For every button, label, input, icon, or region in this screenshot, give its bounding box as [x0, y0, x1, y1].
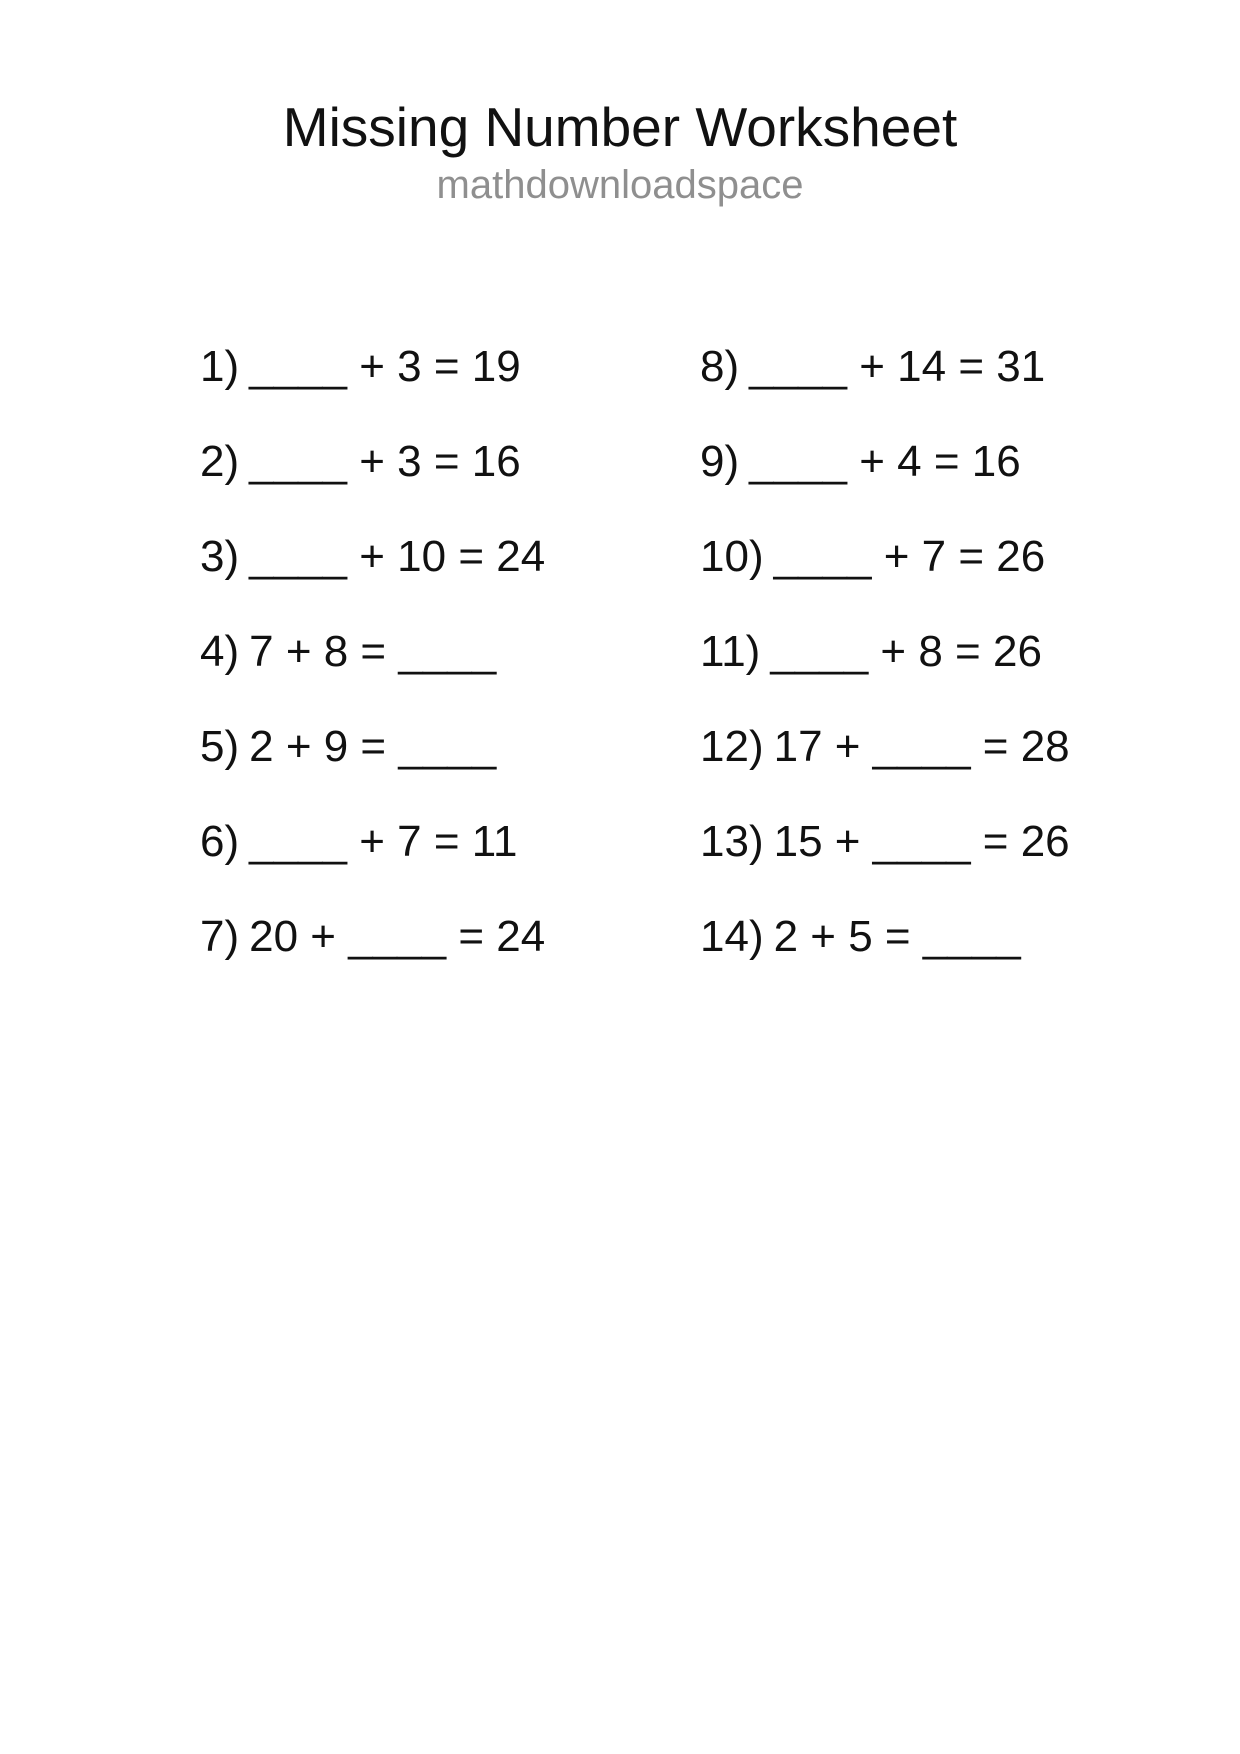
problem-number: 10) [700, 532, 764, 581]
problem-number: 13) [700, 817, 764, 866]
problem-row-2 [200, 437, 700, 535]
problem-expression: 15 + ____ = 26 [773, 817, 1070, 866]
problem-number: 4) [200, 627, 240, 676]
problems-grid [200, 342, 1240, 1010]
problem-row-5 [200, 722, 700, 820]
problem-row-4 [200, 627, 700, 725]
problems-column-right [700, 342, 1200, 1010]
problem-expression: ____ + 4 = 16 [749, 437, 1021, 486]
problem-row-14 [700, 912, 1200, 1010]
problem-row-7 [200, 912, 700, 1010]
problem-row-13 [700, 817, 1200, 915]
problem-expression: ____ + 8 = 26 [770, 627, 1042, 676]
problem-expression: ____ + 3 = 19 [249, 342, 521, 391]
problem-number: 9) [700, 437, 740, 486]
problem-expression: 2 + 9 = ____ [249, 722, 497, 771]
problem-expression: ____ + 7 = 26 [773, 532, 1046, 581]
problem-row-1 [200, 342, 700, 440]
problem-number: 2) [200, 437, 240, 486]
problem-number: 11) [700, 627, 761, 676]
problem-expression: 2 + 5 = ____ [773, 912, 1021, 961]
problem-row-10 [700, 532, 1200, 630]
page-subtitle: mathdownloadspace [436, 163, 804, 207]
problem-expression: 7 + 8 = ____ [249, 627, 497, 676]
problem-row-12 [700, 722, 1200, 820]
problem-number: 6) [200, 817, 240, 866]
problem-number: 5) [200, 722, 240, 771]
problem-expression: ____ + 7 = 11 [249, 817, 518, 866]
problem-expression: ____ + 14 = 31 [749, 342, 1046, 391]
page-title: Missing Number Worksheet [282, 96, 958, 158]
problem-expression: 17 + ____ = 28 [773, 722, 1070, 771]
problem-number: 3) [200, 532, 240, 581]
problem-number: 7) [200, 912, 240, 961]
problem-expression: 20 + ____ = 24 [249, 912, 546, 961]
problem-number: 12) [700, 722, 764, 771]
problem-number: 8) [700, 342, 740, 391]
problem-row-11 [700, 627, 1200, 725]
problem-row-8 [700, 342, 1200, 440]
problem-row-6 [200, 817, 700, 915]
problems-column-left [200, 342, 700, 1010]
problem-number: 1) [200, 342, 240, 391]
problem-expression: ____ + 3 = 16 [249, 437, 521, 486]
problem-number: 14) [700, 912, 764, 961]
problem-row-9 [700, 437, 1200, 535]
problem-expression: ____ + 10 = 24 [249, 532, 546, 581]
problem-row-3 [200, 532, 700, 630]
